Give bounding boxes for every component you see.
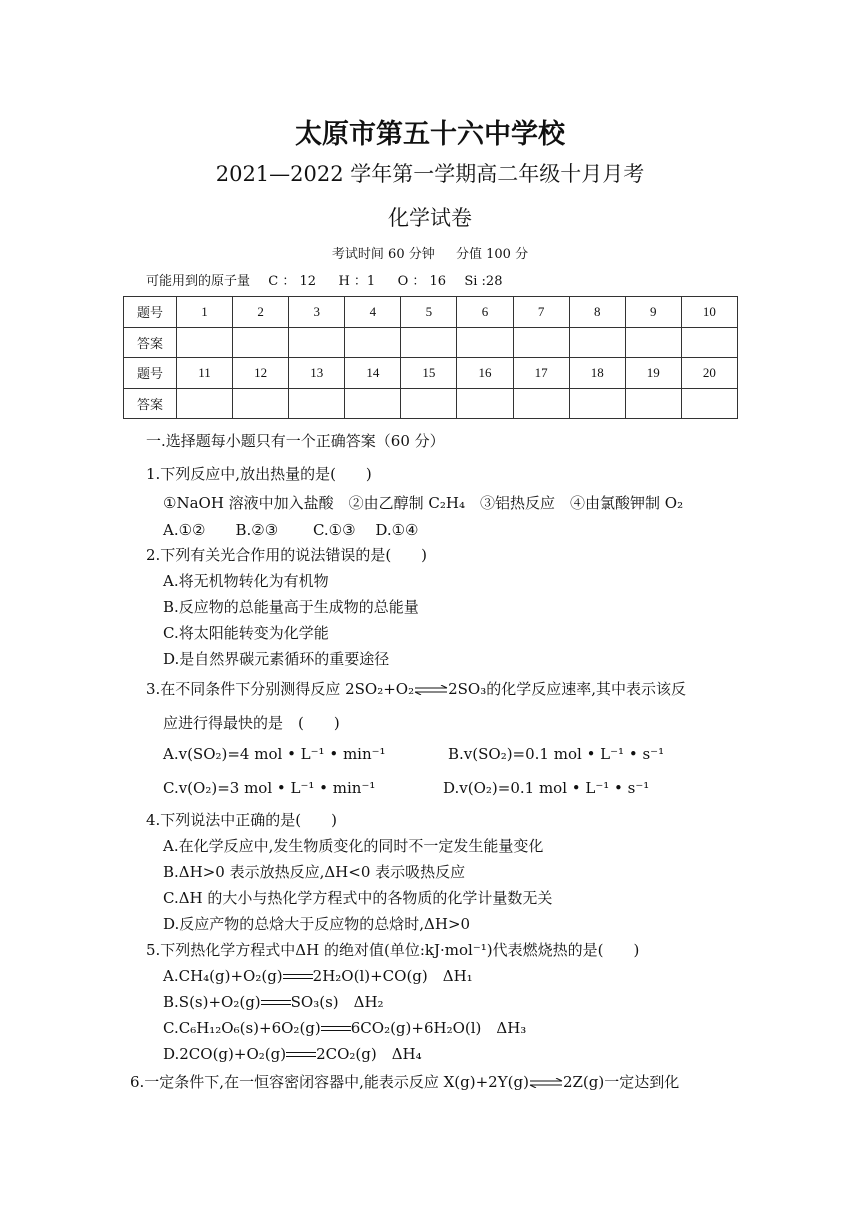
q1-stem: 1.下列反应中,放出热量的是( ) (146, 465, 372, 483)
q2-option-a: A.将无机物转化为有机物 (163, 572, 329, 590)
answer-cell[interactable] (625, 327, 681, 358)
answer-cell[interactable] (681, 388, 737, 419)
q3-stem-post: 2SO₃的化学反应速率,其中表示该反 (448, 680, 686, 698)
question-number: 6 (457, 297, 513, 328)
q3-stem (146, 678, 686, 699)
answer-cell[interactable] (569, 327, 625, 358)
question-number: 2 (233, 297, 289, 328)
q5-d-left: D.2CO(g)+O₂(g) (163, 1045, 287, 1063)
question-number: 10 (681, 297, 737, 328)
q5-option-c (163, 1017, 526, 1038)
equals-sign-icon (321, 1024, 351, 1034)
q5-d-right: 2CO₂(g) ΔH₄ (316, 1045, 422, 1063)
q2-option-b: B.反应物的总能量高于生成物的总能量 (163, 598, 419, 616)
equals-sign-icon (283, 972, 313, 982)
answer-cell[interactable] (177, 388, 233, 419)
question-number: 14 (345, 358, 401, 389)
q5-c-right: 6CO₂(g)+6H₂O(l) ΔH₃ (350, 1019, 527, 1037)
question-number: 16 (457, 358, 513, 389)
q1-items: ①NaOH 溶液中加入盐酸 ②由乙醇制 C₂H₄ ③铝热反应 ④由氯酸钾制 O₂ (163, 494, 684, 512)
q5-b-left: B.S(s)+O₂(g) (163, 993, 261, 1011)
atomic-h: H ：1 (338, 274, 376, 289)
table-row (124, 297, 738, 328)
question-number: 13 (289, 358, 345, 389)
time-info: 考试时间 60 分钟 (331, 247, 435, 262)
q5-b-right: SO₃(s) ΔH₂ (290, 993, 384, 1011)
q4-option-d: D.反应产物的总焓大于反应物的总焓时,ΔH>0 (163, 915, 471, 933)
question-number: 19 (625, 358, 681, 389)
answer-cell[interactable] (457, 388, 513, 419)
answer-cell[interactable] (345, 388, 401, 419)
answer-cell[interactable] (289, 388, 345, 419)
question-number: 12 (233, 358, 289, 389)
q3-option-a: A.v(SO₂)=4 mol • L⁻¹ • min⁻¹ (163, 745, 386, 763)
question-number: 20 (681, 358, 737, 389)
question-number: 1 (177, 297, 233, 328)
answer-cell[interactable] (513, 327, 569, 358)
exam-info (0, 243, 860, 262)
question-number: 18 (569, 358, 625, 389)
answer-cell[interactable] (569, 388, 625, 419)
question-number: 3 (289, 297, 345, 328)
q6-stem (130, 1071, 679, 1092)
table-row (124, 358, 738, 389)
answer-cell[interactable] (177, 327, 233, 358)
question-number: 15 (401, 358, 457, 389)
q5-c-left: C.C₆H₁₂O₆(s)+6O₂(g) (163, 1019, 321, 1037)
q3-stem-2: 应进行得最快的是 ( ) (163, 714, 340, 732)
score-info: 分值 100 分 (456, 247, 529, 262)
section-heading: 一.选择题每小题只有一个正确答案（60 分） (146, 432, 445, 450)
q3-stem-pre: 3.在不同条件下分别测得反应 2SO₂+O₂ (146, 680, 415, 698)
answer-cell[interactable] (401, 388, 457, 419)
q6-stem-pre: 6.一定条件下,在一恒容密闭容器中,能表示反应 X(g)+2Y(g) (130, 1073, 529, 1091)
equals-sign-icon (286, 1050, 316, 1060)
q2-option-d: D.是自然界碳元素循环的重要途径 (163, 650, 390, 668)
q5-a-right: 2H₂O(l)+CO(g) ΔH₁ (312, 967, 473, 985)
atomic-label: 可能用到的原子量 (146, 274, 251, 289)
answer-cell[interactable] (625, 388, 681, 419)
q5-a-left: A.CH₄(g)+O₂(g) (163, 967, 283, 985)
q4-option-b: B.ΔH>0 表示放热反应,ΔH<0 表示吸热反应 (163, 863, 466, 881)
answer-label: 答案 (124, 327, 177, 358)
q1-options: A.①② B.②③ C.①③ D.①④ (163, 521, 419, 539)
q3-option-c: C.v(O₂)=3 mol • L⁻¹ • min⁻¹ (163, 779, 376, 797)
q3-option-b: B.v(SO₂)=0.1 mol • L⁻¹ • s⁻¹ (448, 745, 665, 763)
reversible-arrow-icon (529, 1078, 563, 1088)
answer-cell[interactable] (289, 327, 345, 358)
atomic-si: Si :28 (464, 274, 503, 289)
subject-title: 化学试卷 (388, 206, 472, 230)
q5-option-a (163, 965, 473, 986)
answer-cell[interactable] (233, 327, 289, 358)
question-number: 9 (625, 297, 681, 328)
exam-title: 2021—2022 学年第一学期高二年级十月月考 (215, 162, 645, 186)
question-number: 17 (513, 358, 569, 389)
atomic-o: O ： 16 (397, 274, 447, 289)
answer-cell[interactable] (457, 327, 513, 358)
school-title: 太原市第五十六中学校 (295, 119, 565, 150)
question-number: 7 (513, 297, 569, 328)
answer-cell[interactable] (401, 327, 457, 358)
table-row (124, 327, 738, 358)
question-number-label: 题号 (124, 358, 177, 389)
q4-option-a: A.在化学反应中,发生物质变化的同时不一定发生能量变化 (163, 837, 544, 855)
question-number: 11 (177, 358, 233, 389)
reversible-arrow-icon (414, 685, 448, 695)
question-number: 4 (345, 297, 401, 328)
q5-option-b (163, 991, 384, 1012)
answer-cell[interactable] (681, 327, 737, 358)
table-row (124, 388, 738, 419)
question-number-label: 题号 (124, 297, 177, 328)
q2-option-c: C.将太阳能转变为化学能 (163, 624, 329, 642)
equals-sign-icon (261, 998, 291, 1008)
atomic-mass-info (146, 270, 512, 289)
answer-table (123, 296, 738, 419)
q6-stem-post: 2Z(g)一定达到化 (562, 1073, 680, 1091)
answer-cell[interactable] (513, 388, 569, 419)
q2-stem: 2.下列有关光合作用的说法错误的是( ) (146, 546, 428, 564)
question-number: 8 (569, 297, 625, 328)
q4-option-c: C.ΔH 的大小与热化学方程式中的各物质的化学计量数无关 (163, 889, 553, 907)
q5-option-d (163, 1043, 422, 1064)
atomic-c: C ： 12 (268, 274, 317, 289)
q3-option-d: D.v(O₂)=0.1 mol • L⁻¹ • s⁻¹ (443, 779, 650, 797)
q4-stem: 4.下列说法中正确的是( ) (146, 811, 338, 829)
answer-cell[interactable] (345, 327, 401, 358)
question-number: 5 (401, 297, 457, 328)
answer-cell[interactable] (233, 388, 289, 419)
answer-label: 答案 (124, 388, 177, 419)
q5-stem: 5.下列热化学方程式中ΔH 的绝对值(单位:kJ·mol⁻¹)代表燃烧热的是( ) (146, 941, 640, 959)
